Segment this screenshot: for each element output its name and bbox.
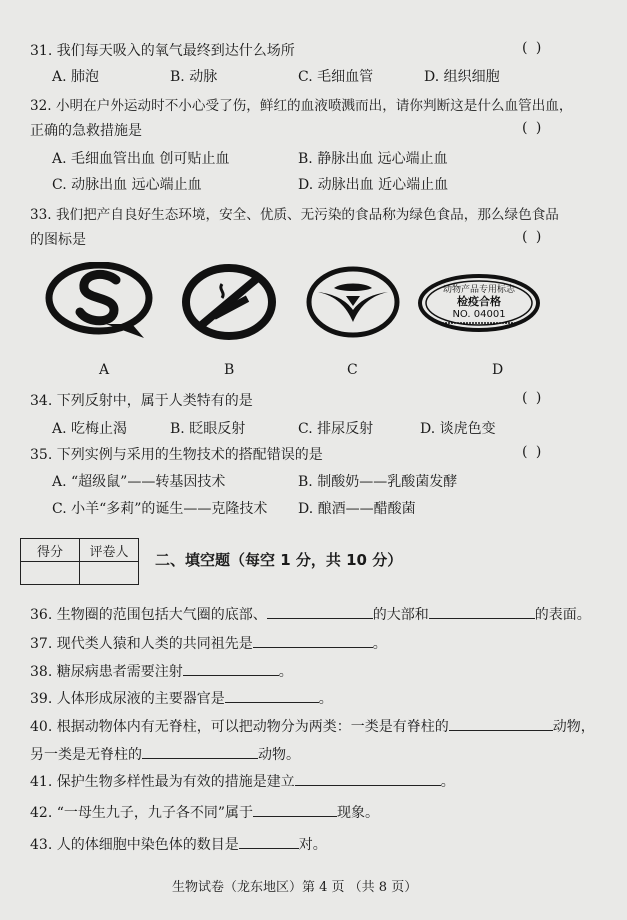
stamp-text-line3: NO. 04001 xyxy=(452,309,506,320)
score-header: 得分 xyxy=(21,539,80,562)
no-smoking-icon xyxy=(182,264,276,340)
q35-option-c: C. 小羊“多莉”的诞生——克隆技术 xyxy=(52,501,268,517)
q32-stem-line1: 32. 小明在户外运动时不小心受了伤，鲜红的血液喷溅而出，请你判断这是什么血管出血， xyxy=(30,98,573,114)
q32-option-c: C. 动脉出血 远心端止血 xyxy=(52,177,202,193)
q35-stem: 35. 下列实例与采用的生物技术的搭配错误的是 xyxy=(30,447,323,463)
q42-text-2: 现象。 xyxy=(337,805,380,821)
q34-option-a: A. 吃梅止渴 xyxy=(52,421,128,437)
q35-answer-paren: ( ) xyxy=(522,444,544,460)
q37-blank xyxy=(253,633,373,648)
q31-option-b: B. 动脉 xyxy=(170,69,218,85)
q43-text-2: 对。 xyxy=(298,837,327,853)
q38-text-2: 。 xyxy=(278,664,293,680)
q33-answer-paren: ( ) xyxy=(522,229,544,245)
qs-logo-icon xyxy=(44,262,154,342)
score-table xyxy=(20,538,139,585)
q40-line1 xyxy=(30,716,595,736)
q37-line xyxy=(30,633,387,653)
q35-option-a: A. “超级鼠”——转基因技术 xyxy=(52,474,226,490)
q38-blank xyxy=(183,661,279,676)
q35-option-b: B. 制酸奶——乳酸菌发酵 xyxy=(298,474,458,490)
q38-line xyxy=(30,661,293,681)
q43-line xyxy=(30,834,327,854)
logo-label-d: D xyxy=(492,362,504,378)
q42-text-1: 42. “一母生九子，九子各不同”属于 xyxy=(30,805,254,821)
q42-line xyxy=(30,802,379,822)
q32-option-d: D. 动脉出血 近心端止血 xyxy=(298,177,449,193)
grader-header: 评卷人 xyxy=(80,539,139,562)
q34-option-b: B. 眨眼反射 xyxy=(170,421,246,437)
q41-text-2: 。 xyxy=(440,774,455,790)
q36-text-2: 的大部和 xyxy=(372,607,429,623)
green-food-logo-icon xyxy=(306,266,400,338)
q40-blank-1 xyxy=(449,716,553,731)
q34-option-d: D. 谈虎色变 xyxy=(420,421,496,437)
q39-text-1: 39. 人体形成尿液的主要器官是 xyxy=(30,691,225,707)
q37-text-1: 37. 现代类人猿和人类的共同祖先是 xyxy=(30,636,253,652)
quarantine-stamp-logo xyxy=(416,272,542,334)
q43-text-1: 43. 人的体细胞中染色体的数目是 xyxy=(30,837,239,853)
q40-blank-2 xyxy=(142,744,258,759)
q37-text-2: 。 xyxy=(372,636,387,652)
q40-text-3: 另一类是无脊柱的 xyxy=(30,747,142,763)
section2-title: 二、填空题（每空 1 分，共 10 分） xyxy=(155,551,403,569)
logo-label-b: B xyxy=(224,362,235,378)
q40-text-2: 动物， xyxy=(552,719,595,735)
q36-line xyxy=(30,604,591,624)
q34-option-c: C. 排尿反射 xyxy=(298,421,374,437)
q32-option-a: A. 毛细血管出血 创可贴止血 xyxy=(52,151,230,167)
stamp-text-line1: 动物产品专用标志 xyxy=(442,285,516,295)
q34-answer-paren: ( ) xyxy=(522,390,544,406)
q36-blank-1 xyxy=(267,604,373,619)
q41-line xyxy=(30,771,455,791)
q43-blank xyxy=(239,834,299,849)
q31-option-d: D. 组织细胞 xyxy=(424,69,500,85)
q31-option-c: C. 毛细血管 xyxy=(298,69,374,85)
q39-blank xyxy=(225,688,319,703)
q31-option-a: A. 肺泡 xyxy=(52,69,100,85)
q32-answer-paren: ( ) xyxy=(522,120,544,136)
q41-text-1: 41. 保护生物多样性最为有效的措施是建立 xyxy=(30,774,295,790)
q32-option-b: B. 静脉出血 远心端止血 xyxy=(298,151,448,167)
q33-stem-line1: 33. 我们把产自良好生态环境，安全、优质、无污染的食品称为绿色食品，那么绿色食品 xyxy=(30,207,559,223)
grader-cell xyxy=(80,562,139,585)
q31-answer-paren: ( ) xyxy=(522,40,544,56)
logo-label-a: A xyxy=(99,362,110,378)
logo-label-c: C xyxy=(347,362,358,378)
q40-text-1: 40. 根据动物体内有无脊柱，可以把动物分为两类：一类是有脊柱的 xyxy=(30,719,449,735)
q40-text-4: 动物。 xyxy=(258,747,300,763)
q34-stem: 34. 下列反射中，属于人类特有的是 xyxy=(30,393,253,409)
q36-text-3: 的表面。 xyxy=(534,607,591,623)
q31-stem: 31. 我们每天吸入的氧气最终到达什么场所 xyxy=(30,43,295,59)
q41-blank xyxy=(295,771,441,786)
page-footer: 生物试卷（龙东地区）第 4 页 （共 8 页） xyxy=(172,880,418,895)
q38-text-1: 38. 糖尿病患者需要注射 xyxy=(30,664,183,680)
q36-text-1: 36. 生物圈的范围包括大气圈的底部、 xyxy=(30,607,267,623)
q35-option-d: D. 酿酒——醋酸菌 xyxy=(298,501,416,517)
stamp-text-line2: 检疫合格 xyxy=(457,295,501,308)
q39-text-2: 。 xyxy=(318,691,333,707)
q39-line xyxy=(30,688,333,708)
q36-blank-2 xyxy=(429,604,535,619)
q32-stem-line2: 正确的急救措施是 xyxy=(30,123,142,139)
q42-blank xyxy=(253,802,337,817)
q33-stem-line2: 的图标是 xyxy=(30,232,86,248)
q40-line2 xyxy=(30,744,300,764)
score-cell xyxy=(21,562,80,585)
